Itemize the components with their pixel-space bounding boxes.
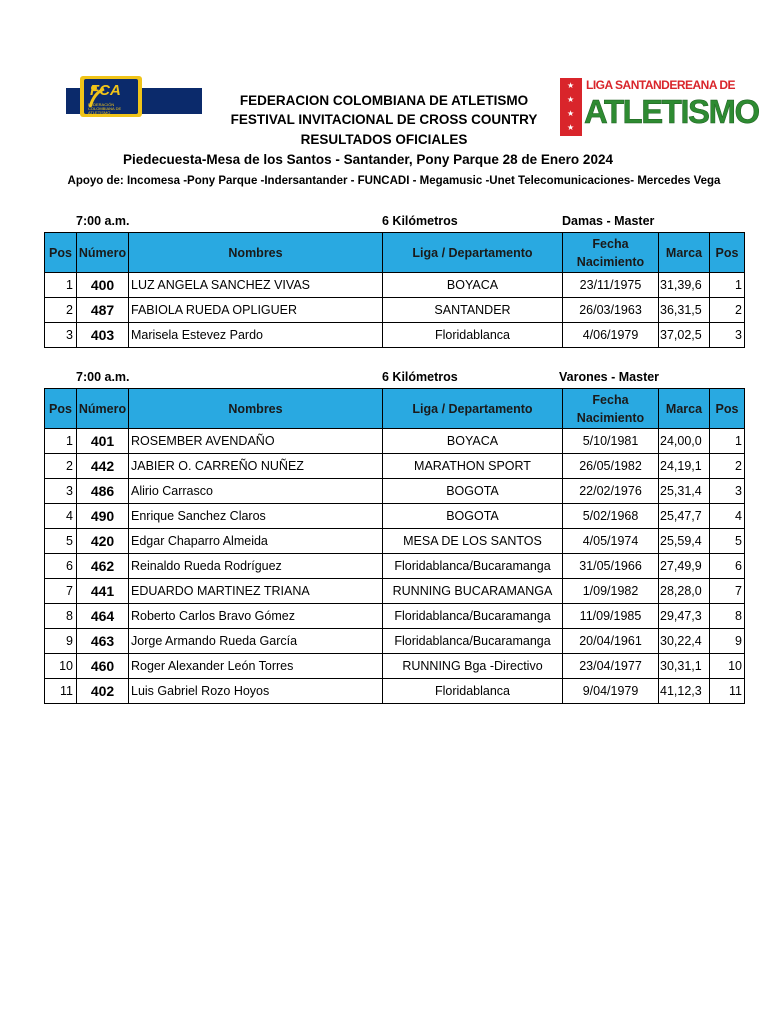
cell-birth: 26/03/1963 [563, 298, 659, 323]
cell-number: 442 [77, 454, 129, 479]
cell-birth: 4/06/1979 [563, 323, 659, 348]
liga-logo-main-text: ATLETISMO [584, 93, 759, 130]
cell-pos: 6 [45, 554, 77, 579]
results-table-varones [44, 388, 745, 704]
table-row [45, 654, 745, 679]
table-row [45, 554, 745, 579]
star-icon: ★ [567, 81, 575, 90]
col-league: Liga / Departamento [383, 233, 563, 273]
table-header-row [45, 233, 745, 273]
cell-pos2: 7 [710, 579, 745, 604]
table-row [45, 604, 745, 629]
cell-name: Roger Alexander León Torres [129, 654, 383, 679]
cell-pos: 4 [45, 504, 77, 529]
cell-pos: 10 [45, 654, 77, 679]
cell-pos2: 4 [710, 504, 745, 529]
cell-birth: 31/05/1966 [563, 554, 659, 579]
cell-league: RUNNING BUCARAMANGA [383, 579, 563, 604]
col-league: Liga / Departamento [383, 389, 563, 429]
cell-mark: 25,59,4 [659, 529, 710, 554]
results-table-damas [44, 232, 745, 348]
cell-birth: 11/09/1985 [563, 604, 659, 629]
cell-pos2: 8 [710, 604, 745, 629]
cell-league: MARATHON SPORT [383, 454, 563, 479]
cell-number: 464 [77, 604, 129, 629]
col-number: Número [77, 233, 129, 273]
cell-mark: 25,47,7 [659, 504, 710, 529]
cell-mark: 30,31,1 [659, 654, 710, 679]
fca-logo-subtext: FEDERACIÓN COLOMBIANA DE ATLETISMO [88, 102, 122, 115]
col-mark: Marca [659, 389, 710, 429]
cell-number: 486 [77, 479, 129, 504]
cell-pos: 2 [45, 454, 77, 479]
cell-pos: 2 [45, 298, 77, 323]
cell-birth: 9/04/1979 [563, 679, 659, 704]
cell-pos: 8 [45, 604, 77, 629]
cell-pos: 1 [45, 429, 77, 454]
cell-name: Reinaldo Rueda Rodríguez [129, 554, 383, 579]
table-body-varones [45, 429, 745, 704]
cell-birth: 23/11/1975 [563, 273, 659, 298]
cell-league: Floridablanca/Bucaramanga [383, 604, 563, 629]
cell-pos: 3 [45, 479, 77, 504]
table-row [45, 273, 745, 298]
cell-pos: 5 [45, 529, 77, 554]
section-meta-damas [0, 214, 768, 230]
star-icon: ★ [567, 123, 575, 132]
cell-mark: 41,12,3 [659, 679, 710, 704]
table-row [45, 323, 745, 348]
cell-league: Floridablanca [383, 323, 563, 348]
cell-number: 463 [77, 629, 129, 654]
table-row [45, 679, 745, 704]
festival-title: FESTIVAL INVITACIONAL DE CROSS COUNTRY [230, 112, 538, 127]
section-time: 7:00 a.m. [76, 370, 130, 384]
cell-birth: 1/09/1982 [563, 579, 659, 604]
cell-birth: 23/04/1977 [563, 654, 659, 679]
section-distance: 6 Kilómetros [382, 214, 458, 228]
cell-birth: 20/04/1961 [563, 629, 659, 654]
section-distance: 6 Kilómetros [382, 370, 458, 384]
cell-birth: 4/05/1974 [563, 529, 659, 554]
liga-logo [560, 78, 759, 140]
cell-pos: 3 [45, 323, 77, 348]
col-number: Número [77, 389, 129, 429]
cell-pos2: 2 [710, 298, 745, 323]
venue-line: Piedecuesta-Mesa de los Santos - Santander, Pony Parque 28 de Enero 2024 [123, 152, 613, 167]
col-birth-line1: Fecha [592, 392, 629, 407]
cell-league: Floridablanca/Bucaramanga [383, 554, 563, 579]
cell-name: ROSEMBER AVENDAÑO [129, 429, 383, 454]
section-time: 7:00 a.m. [76, 214, 130, 228]
cell-number: 400 [77, 273, 129, 298]
cell-league: BOGOTA [383, 504, 563, 529]
cell-number: 441 [77, 579, 129, 604]
table-row [45, 479, 745, 504]
cell-pos2: 6 [710, 554, 745, 579]
cell-pos2: 10 [710, 654, 745, 679]
table-row [45, 504, 745, 529]
cell-pos: 1 [45, 273, 77, 298]
col-pos: Pos [45, 233, 77, 273]
cell-mark: 29,47,3 [659, 604, 710, 629]
cell-name: Alirio Carrasco [129, 479, 383, 504]
cell-number: 487 [77, 298, 129, 323]
cell-number: 402 [77, 679, 129, 704]
col-pos2: Pos [710, 233, 745, 273]
col-birth [563, 389, 659, 429]
fca-logo-text: FCA [90, 82, 121, 99]
cell-name: Enrique Sanchez Claros [129, 504, 383, 529]
table-row [45, 298, 745, 323]
section-category: Varones - Master [559, 370, 660, 384]
table-row [45, 454, 745, 479]
cell-mark: 25,31,4 [659, 479, 710, 504]
results-title: RESULTADOS OFICIALES [300, 132, 468, 147]
cell-birth: 5/10/1981 [563, 429, 659, 454]
cell-league: RUNNING Bga -Directivo [383, 654, 563, 679]
col-mark: Marca [659, 233, 710, 273]
cell-league: MESA DE LOS SANTOS [383, 529, 563, 554]
cell-pos: 9 [45, 629, 77, 654]
col-birth-line2: Nacimiento [576, 254, 645, 269]
cell-number: 401 [77, 429, 129, 454]
table-row [45, 429, 745, 454]
cell-pos2: 9 [710, 629, 745, 654]
cell-league: Floridablanca/Bucaramanga [383, 629, 563, 654]
cell-name: Jorge Armando Rueda García [129, 629, 383, 654]
col-birth-line2: Nacimiento [576, 410, 645, 425]
cell-birth: 22/02/1976 [563, 479, 659, 504]
col-names: Nombres [129, 233, 383, 273]
cell-name: Marisela Estevez Pardo [129, 323, 383, 348]
cell-pos: 7 [45, 579, 77, 604]
cell-number: 462 [77, 554, 129, 579]
cell-pos2: 3 [710, 323, 745, 348]
cell-league: SANTANDER [383, 298, 563, 323]
section-meta-varones [0, 370, 768, 386]
cell-league: BOYACA [383, 273, 563, 298]
cell-mark: 31,39,6 [659, 273, 710, 298]
col-pos2: Pos [710, 389, 745, 429]
cell-name: Roberto Carlos Bravo Gómez [129, 604, 383, 629]
cell-pos: 11 [45, 679, 77, 704]
cell-mark: 24,00,0 [659, 429, 710, 454]
cell-pos2: 1 [710, 429, 745, 454]
cell-pos2: 1 [710, 273, 745, 298]
cell-pos2: 11 [710, 679, 745, 704]
col-names: Nombres [129, 389, 383, 429]
col-birth [563, 233, 659, 273]
cell-mark: 28,28,0 [659, 579, 710, 604]
cell-pos2: 2 [710, 454, 745, 479]
federation-title: FEDERACION COLOMBIANA DE ATLETISMO [239, 93, 529, 108]
cell-mark: 27,49,9 [659, 554, 710, 579]
star-icon: ★ [567, 109, 575, 118]
cell-name: Luis Gabriel Rozo Hoyos [129, 679, 383, 704]
cell-name: FABIOLA RUEDA OPLIGUER [129, 298, 383, 323]
cell-name: JABIER O. CARREÑO NUÑEZ [129, 454, 383, 479]
col-birth-line1: Fecha [592, 236, 629, 251]
cell-mark: 37,02,5 [659, 323, 710, 348]
cell-number: 460 [77, 654, 129, 679]
cell-name: EDUARDO MARTINEZ TRIANA [129, 579, 383, 604]
section-category: Damas - Master [562, 214, 655, 228]
table-header-row [45, 389, 745, 429]
cell-pos2: 3 [710, 479, 745, 504]
cell-league: BOGOTA [383, 479, 563, 504]
cell-league: BOYACA [383, 429, 563, 454]
cell-birth: 5/02/1968 [563, 504, 659, 529]
table-row [45, 579, 745, 604]
cell-name: LUZ ANGELA SANCHEZ VIVAS [129, 273, 383, 298]
cell-pos2: 5 [710, 529, 745, 554]
table-body-damas [45, 273, 745, 348]
cell-number: 403 [77, 323, 129, 348]
star-icon: ★ [567, 95, 575, 104]
cell-mark: 30,22,4 [659, 629, 710, 654]
cell-birth: 26/05/1982 [563, 454, 659, 479]
cell-number: 420 [77, 529, 129, 554]
sponsors-line: Apoyo de: Incomesa -Pony Parque -Indersantander - FUNCADI - Megamusic -Unet Telecomunicaciones- Mercedes Vega [67, 175, 721, 187]
cell-name: Edgar Chaparro Almeida [129, 529, 383, 554]
table-row [45, 529, 745, 554]
table-row [45, 629, 745, 654]
cell-number: 490 [77, 504, 129, 529]
cell-league: Floridablanca [383, 679, 563, 704]
cell-mark: 24,19,1 [659, 454, 710, 479]
cell-mark: 36,31,5 [659, 298, 710, 323]
liga-logo-top-text: LIGA SANTANDEREANA DE [586, 78, 736, 92]
col-pos: Pos [45, 389, 77, 429]
